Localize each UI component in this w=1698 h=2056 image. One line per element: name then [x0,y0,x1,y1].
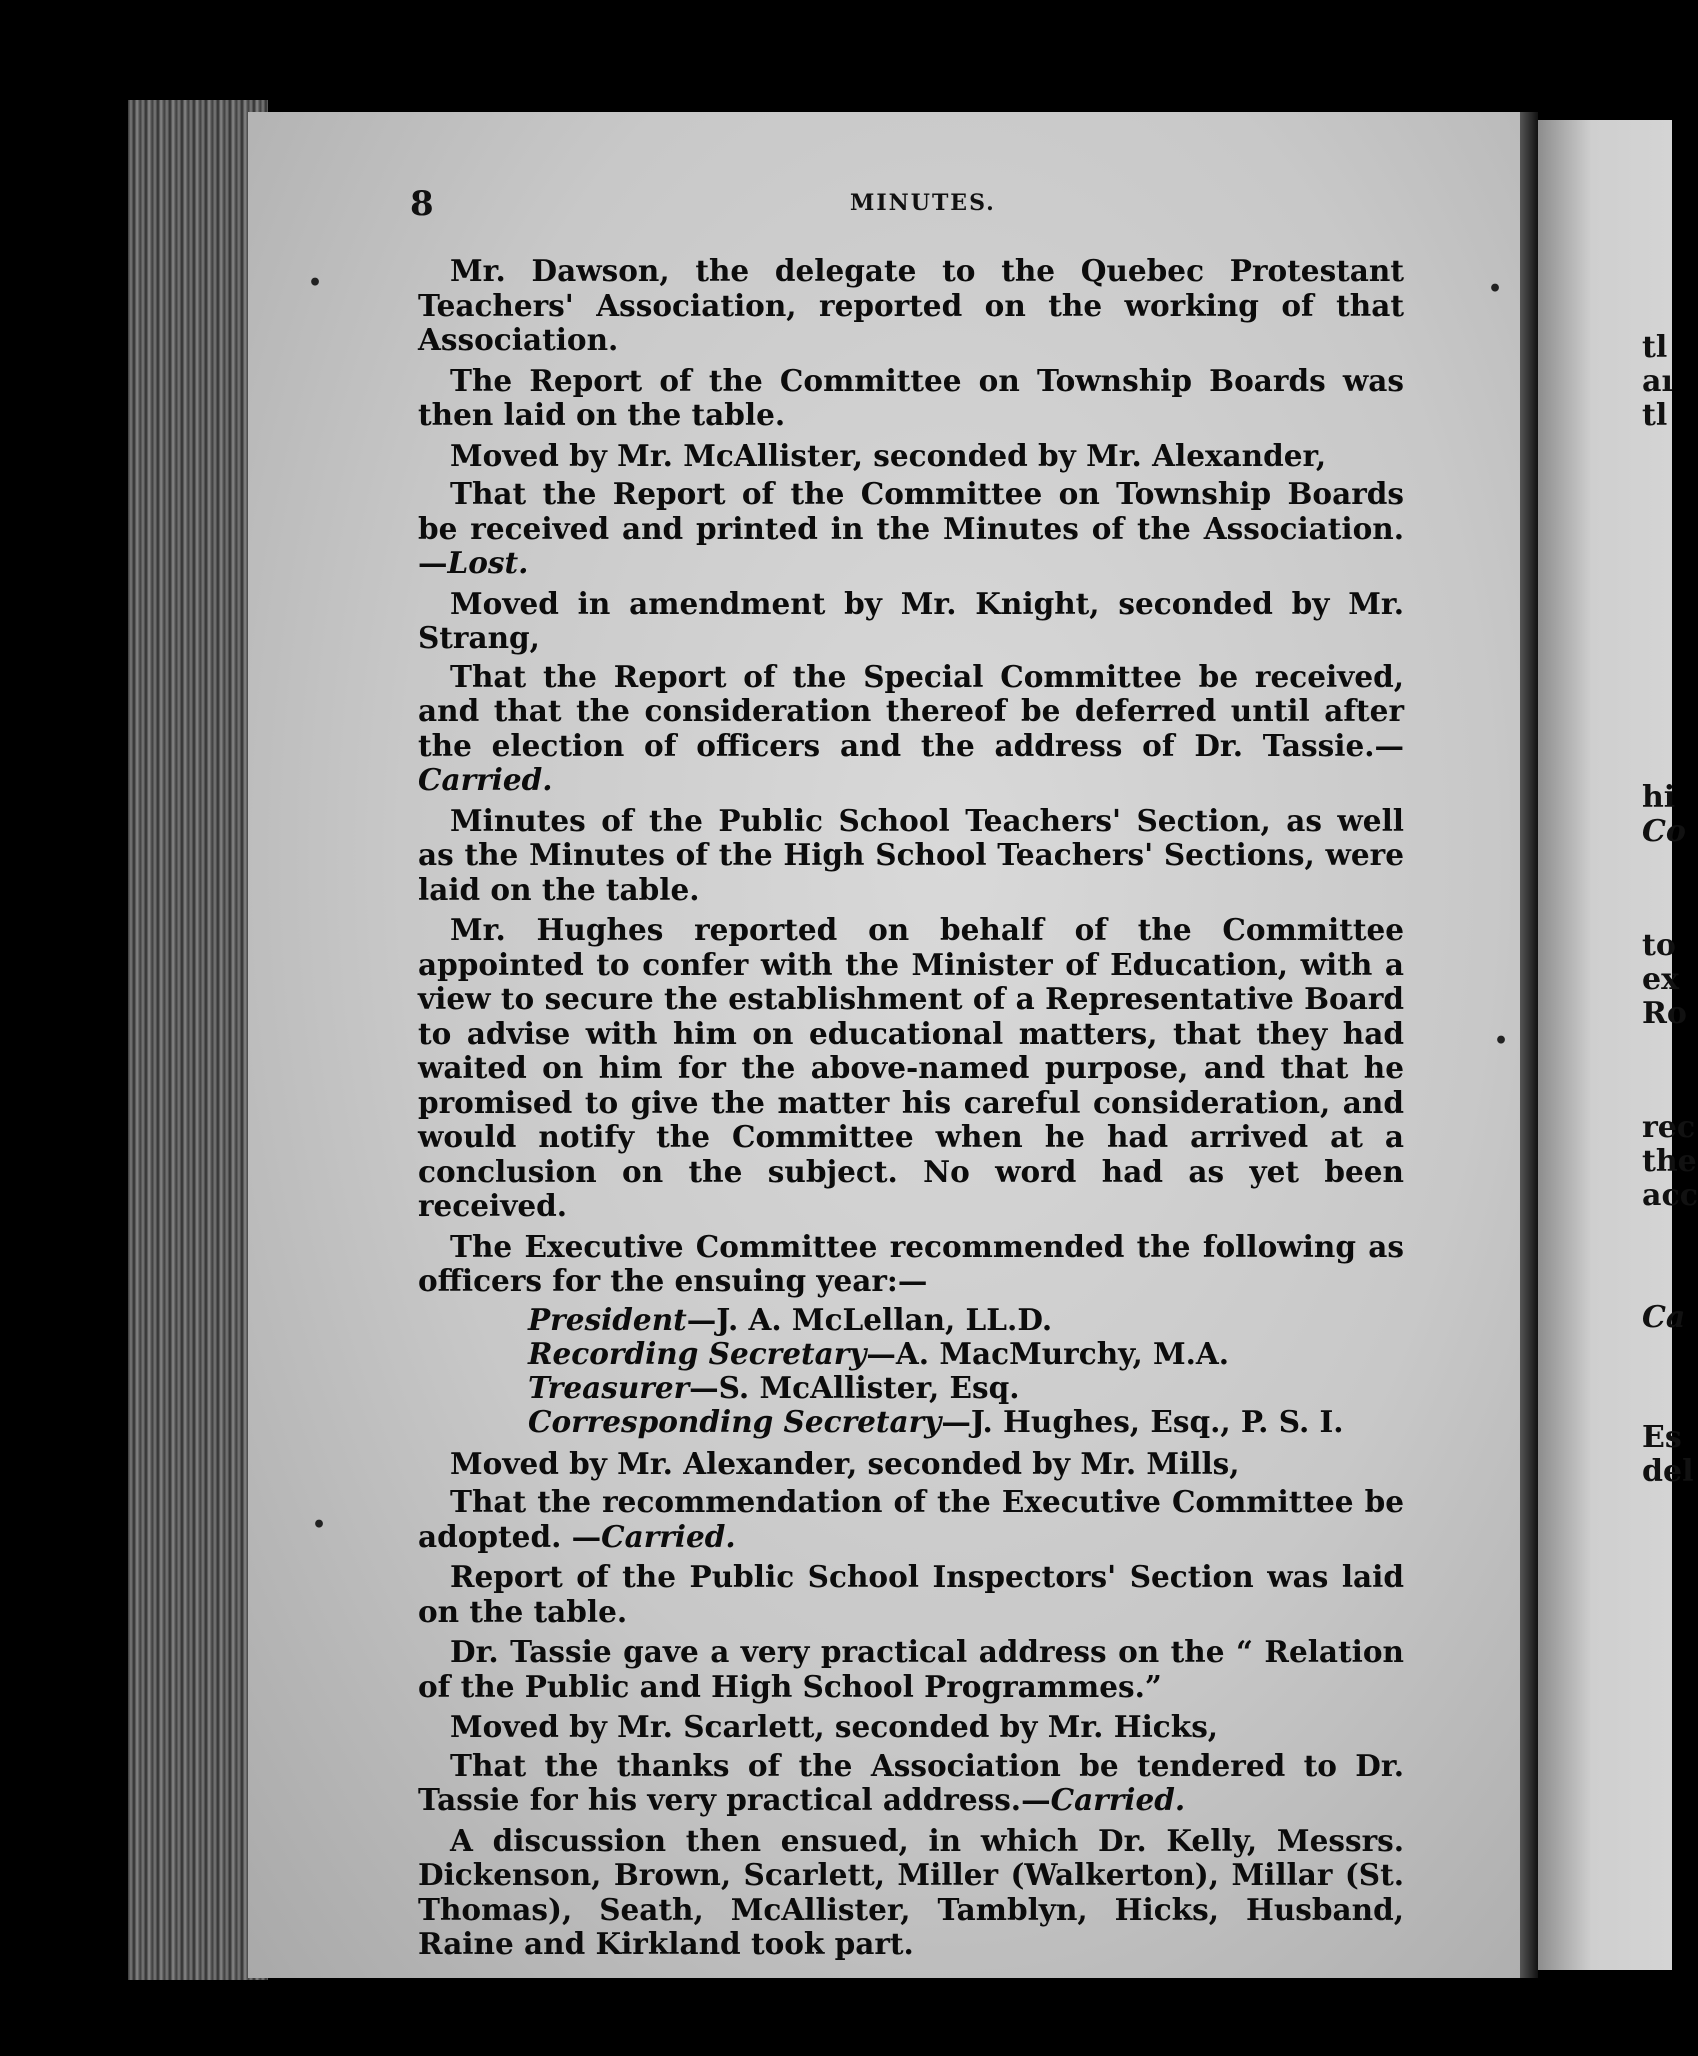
officer-role: Treasurer [528,1369,690,1405]
officer-entry [528,1337,1404,1371]
facing-fragment: Ca [1642,1300,1686,1335]
paragraph [418,1447,1404,1482]
paragraph [418,660,1404,798]
paragraph-text: Mr. Hughes reported on behalf of the Committee appointed to confer with the Minister of Education, with a view to secure the establishment of a Representative Board to advise with him on educational matters, that they had waited on him for the above-named purpose, and that he promised to give the matter his careful consideration, and would notify the Committee when he had arrived at a conclusion on the subject. No word had as yet been received. [418,912,1404,1223]
facing-fragment: ex [1642,962,1679,997]
officer-role: Corresponding Secretary [528,1403,942,1439]
margin-mark: • [312,1512,327,1538]
paragraph-text: That the Report of the Special Committee be received, and that the consideration thereof be deferred until after the election of officers and the address of Dr. Tassie.— [418,658,1404,763]
paragraph [418,1635,1404,1704]
facing-fragment: acc [1642,1178,1698,1213]
page-header [410,184,1410,224]
officer-name: —J. A. McLellan, LL.D. [686,1301,1053,1337]
paragraph [418,1749,1404,1818]
paragraph [418,1824,1404,1962]
motion-result: Carried. [1050,1782,1186,1817]
facing-fragment: rec [1642,1110,1696,1145]
paragraph-text: The Report of the Committee on Township Boards was then laid on the table. [418,362,1404,432]
paragraph-text: Minutes of the Public School Teachers' Section, as well as the Minutes of the High School Teachers' Sections, were laid on the table. [418,802,1404,907]
facing-fragment: del [1642,1454,1694,1489]
paragraph-text: Mr. Dawson, the delegate to the Quebec Protestant Teachers' Association, reported on the working of that Association. [418,253,1404,357]
margin-mark: • [1494,1028,1509,1054]
paragraph-text: Moved in amendment by Mr. Knight, seconded by Mr. Strang, [418,585,1404,655]
margin-mark: • [308,270,323,296]
page-body [418,254,1404,1968]
facing-fragment: tl [1642,398,1668,433]
paragraph [418,1230,1404,1299]
paragraph-text: That the recommendation of the Executive Committee be adopted. — [418,1484,1404,1554]
paragraph [418,1485,1404,1554]
book-gutter [1520,112,1538,1978]
officer-entry [528,1303,1404,1337]
paragraph-text: Report of the Public School Inspectors' Section was laid on the table. [418,1559,1404,1629]
officer-entry [528,1371,1404,1405]
paragraph [418,1710,1404,1745]
facing-fragment: Co [1642,814,1686,849]
officer-role: Recording Secretary [528,1335,867,1371]
motion-result: Carried. [601,1518,736,1554]
book-page-edges [128,100,268,1980]
officer-name: —S. McAllister, Esq. [689,1369,1020,1405]
paragraph-text: A discussion then ensued, in which Dr. Kelly, Messrs. Dickenson, Brown, Scarlett, Miller (Walkerton), Millar (St. Thomas), Seath, McAllister, Tamblyn, Hicks, Husband, Raine and Kirkland took part. [418,1822,1404,1961]
paragraph-text: Moved by Mr. Alexander, seconded by Mr. Mills, [450,1445,1240,1481]
motion-result: Lost. [447,545,529,580]
page-number: 8 [410,184,434,224]
paragraph [418,439,1404,474]
facing-fragment: to [1642,928,1676,963]
officer-name: —J. Hughes, Esq., P. S. I. [941,1403,1344,1439]
paragraph [418,804,1404,908]
officers-list [418,1303,1404,1439]
paragraph-text: Moved by Mr. Scarlett, seconded by Mr. Hicks, [450,1709,1219,1744]
paragraph [418,913,1404,1224]
facing-fragment: hi [1642,780,1676,815]
facing-fragment: aı [1642,364,1673,399]
facing-fragment: Es [1642,1420,1682,1455]
paragraph [418,477,1404,581]
running-head: MINUTES. [850,190,996,216]
paragraph-text: Moved by Mr. McAllister, seconded by Mr. Alexander, [450,437,1327,473]
officer-name: —A. MacMurchy, M.A. [866,1335,1230,1371]
paragraph [418,1560,1404,1629]
paragraph [418,254,1404,358]
paragraph [418,587,1404,656]
facing-fragment: tl [1642,330,1668,365]
facing-fragment: Ro [1642,996,1687,1031]
margin-mark: • [1488,276,1503,302]
paragraph [418,364,1404,433]
facing-fragment: the [1642,1144,1697,1179]
paragraph-text: That the Report of the Committee on Township Boards be received and printed in the Minutes of the Association.— [418,476,1404,580]
facing-page [1538,120,1698,1970]
paragraph-text: Dr. Tassie gave a very practical address on the “ Relation of the Public and High School Programmes.” [418,1634,1404,1704]
paragraph-text: The Executive Committee recommended the following as officers for the ensuing year:— [418,1228,1404,1298]
officer-entry [528,1405,1404,1439]
officer-role: President [528,1301,687,1337]
paragraph-text: That the thanks of the Association be tendered to Dr. Tassie for his very practical address.— [418,1747,1404,1817]
motion-result: Carried. [418,762,553,797]
